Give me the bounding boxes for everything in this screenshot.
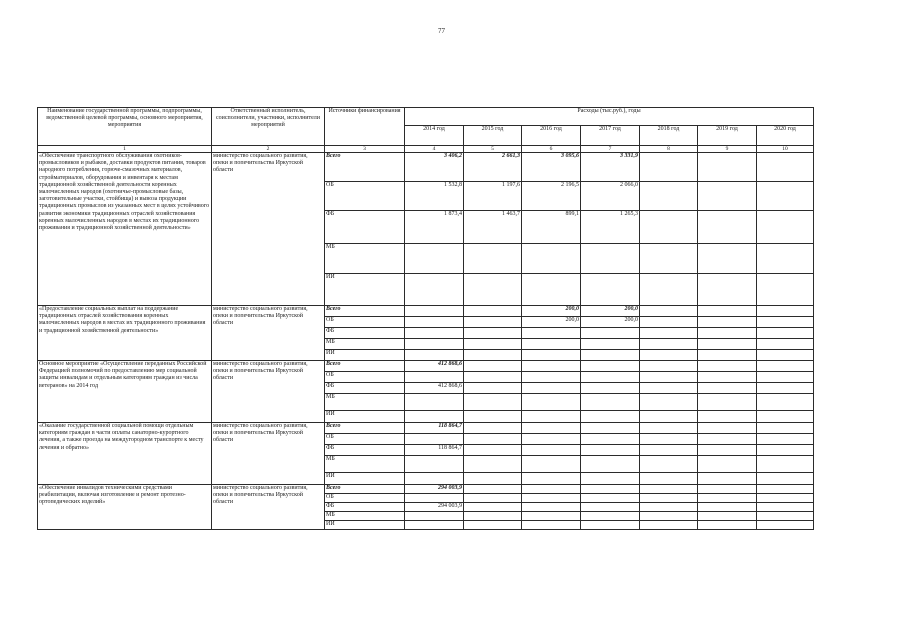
expense-value (757, 473, 814, 485)
expense-value: 1 873,4 (405, 211, 464, 244)
expense-value (405, 328, 464, 339)
program-name: «Обеспечение инвалидов техническими средствами реабилитации, включая изготовление и ремонт протезно-ортопедических изделий» (38, 485, 212, 530)
expense-value (581, 394, 640, 411)
expense-value (522, 423, 581, 434)
expense-value (581, 411, 640, 423)
expense-value (640, 445, 698, 456)
expense-value (522, 434, 581, 445)
expense-value: 200,0 (581, 306, 640, 317)
expense-value (581, 339, 640, 350)
expense-value (757, 306, 814, 317)
expense-value (698, 339, 757, 350)
expense-value (464, 411, 522, 423)
funding-source: МБ (325, 512, 405, 521)
expense-value (405, 339, 464, 350)
expense-value: 1 265,3 (581, 211, 640, 244)
expense-value: 412 868,6 (405, 383, 464, 394)
expense-value (581, 328, 640, 339)
expense-value (757, 456, 814, 473)
header-year: 2017 год (581, 126, 640, 146)
expense-value (405, 350, 464, 361)
expense-value (757, 445, 814, 456)
expense-value (640, 485, 698, 494)
expense-value (405, 521, 464, 530)
expense-value (640, 328, 698, 339)
expense-value (640, 244, 698, 274)
expense-value (522, 512, 581, 521)
expense-value (581, 361, 640, 372)
expense-value (640, 182, 698, 211)
responsible-executor: министерство социального развития, опеки и попечительства Иркутской области (212, 306, 325, 361)
expense-value (698, 394, 757, 411)
expense-value (640, 339, 698, 350)
expense-value (757, 350, 814, 361)
funding-source: Всего (325, 485, 405, 494)
expense-value (464, 521, 522, 530)
column-number: 1 (38, 146, 212, 153)
expense-value: 2 196,5 (522, 182, 581, 211)
expense-value (581, 503, 640, 512)
expense-value (698, 383, 757, 394)
column-number: 3 (325, 146, 405, 153)
expense-value (640, 512, 698, 521)
expense-value (757, 512, 814, 521)
expense-value (698, 350, 757, 361)
expense-value: 118 864,7 (405, 445, 464, 456)
expense-value (698, 244, 757, 274)
funding-source: МБ (325, 339, 405, 350)
expense-value (581, 445, 640, 456)
expense-value (640, 394, 698, 411)
expense-value (464, 473, 522, 485)
expense-value (405, 434, 464, 445)
funding-source: ОБ (325, 182, 405, 211)
expense-value: 899,1 (522, 211, 581, 244)
expense-value: 1 532,8 (405, 182, 464, 211)
expense-value (757, 211, 814, 244)
funding-source: Всего (325, 361, 405, 372)
expense-value (757, 274, 814, 306)
expense-value (581, 456, 640, 473)
expense-value: 1 197,6 (464, 182, 522, 211)
column-number: 5 (464, 146, 522, 153)
expense-value (698, 317, 757, 328)
column-number: 7 (581, 146, 640, 153)
expense-value: 3 406,2 (405, 153, 464, 182)
expense-value (640, 211, 698, 244)
expense-value (581, 274, 640, 306)
expense-value (522, 473, 581, 485)
column-number: 9 (698, 146, 757, 153)
expense-value (405, 317, 464, 328)
expense-value (522, 244, 581, 274)
expense-value: 3 331,9 (581, 153, 640, 182)
header-year: 2015 год (464, 126, 522, 146)
expense-value (464, 317, 522, 328)
expense-value (640, 521, 698, 530)
expense-value (757, 503, 814, 512)
funding-source: ИИ (325, 521, 405, 530)
expense-value (464, 244, 522, 274)
funding-source: ФБ (325, 503, 405, 512)
expense-value (757, 244, 814, 274)
expense-value (698, 521, 757, 530)
funding-source: ОБ (325, 434, 405, 445)
expense-value (581, 383, 640, 394)
expense-value (698, 372, 757, 383)
expense-value (698, 306, 757, 317)
expense-value (757, 328, 814, 339)
expense-value (581, 423, 640, 434)
expense-value (522, 521, 581, 530)
expense-value: 412 868,6 (405, 361, 464, 372)
expense-value (698, 153, 757, 182)
expense-value (522, 394, 581, 411)
program-name: Основное мероприятие «Осуществление переданных Российской Федерацией полномочий по предоставлению мер социальной защиты инвалидам и отдельным категориям граждан из числа ветеранов» на 2014 год (38, 361, 212, 423)
expense-value (464, 485, 522, 494)
funding-source: ОБ (325, 494, 405, 503)
expense-value (640, 411, 698, 423)
expense-value (757, 372, 814, 383)
expense-value (757, 361, 814, 372)
expense-value (757, 383, 814, 394)
header-year: 2019 год (698, 126, 757, 146)
expense-value (405, 411, 464, 423)
expense-value (757, 182, 814, 211)
header-year: 2016 год (522, 126, 581, 146)
expense-value (698, 182, 757, 211)
header-name: Наименование государственной программы, подпрограммы, ведомственной целевой программы, основного мероприятия, мероприятия (38, 108, 212, 146)
expense-value (757, 485, 814, 494)
expense-value (698, 361, 757, 372)
expense-value: 200,0 (522, 306, 581, 317)
funding-source: ИИ (325, 473, 405, 485)
expense-value (640, 456, 698, 473)
expense-value (640, 434, 698, 445)
expense-value (698, 512, 757, 521)
expense-value (698, 274, 757, 306)
expense-value (757, 411, 814, 423)
expense-value (640, 503, 698, 512)
column-number: 2 (212, 146, 325, 153)
responsible-executor: министерство социального развития, опеки и попечительства Иркутской области (212, 361, 325, 423)
expense-value (464, 350, 522, 361)
expense-value (757, 317, 814, 328)
funding-source: ФБ (325, 328, 405, 339)
expense-value (405, 372, 464, 383)
expense-value (464, 274, 522, 306)
column-number: 8 (640, 146, 698, 153)
expense-value (522, 350, 581, 361)
responsible-executor: министерство социального развития, опеки и попечительства Иркутской области (212, 485, 325, 530)
column-number: 10 (757, 146, 814, 153)
expense-value (405, 394, 464, 411)
header-year: 2020 год (757, 126, 814, 146)
expense-value (464, 512, 522, 521)
expense-value (522, 372, 581, 383)
expense-value (640, 153, 698, 182)
expense-value (405, 306, 464, 317)
expense-value (405, 274, 464, 306)
expense-value (522, 328, 581, 339)
expense-value (698, 494, 757, 503)
header-responsible: Ответственный исполнитель, соисполнители, участники, исполнители мероприятий (212, 108, 325, 146)
expense-value (464, 394, 522, 411)
expense-value (698, 485, 757, 494)
expense-value (522, 456, 581, 473)
expense-value (405, 512, 464, 521)
funding-source: ИИ (325, 274, 405, 306)
header-year: 2018 год (640, 126, 698, 146)
expense-value (522, 445, 581, 456)
expense-value: 1 463,7 (464, 211, 522, 244)
expense-value: 2 661,3 (464, 153, 522, 182)
funding-source: ФБ (325, 383, 405, 394)
funding-source: Всего (325, 306, 405, 317)
funding-source: ФБ (325, 445, 405, 456)
expense-value (464, 456, 522, 473)
expense-value (757, 339, 814, 350)
expense-value (757, 521, 814, 530)
expense-value (464, 423, 522, 434)
expense-value (464, 503, 522, 512)
expense-value (522, 494, 581, 503)
expense-value (464, 361, 522, 372)
expense-value: 118 864,7 (405, 423, 464, 434)
expense-value (405, 473, 464, 485)
expense-value (581, 244, 640, 274)
expense-value (640, 494, 698, 503)
header-expenses: Расходы (тыс.руб.), годы (405, 108, 814, 126)
expense-value: 200,0 (522, 317, 581, 328)
expense-value (698, 328, 757, 339)
header-source: Источники финансирования (325, 108, 405, 146)
expense-value (698, 423, 757, 434)
expense-value (698, 503, 757, 512)
funding-source: ИИ (325, 411, 405, 423)
expense-value (522, 485, 581, 494)
page-number: 77 (438, 27, 445, 35)
column-number: 6 (522, 146, 581, 153)
expense-value (581, 372, 640, 383)
header-year: 2014 год (405, 126, 464, 146)
funding-source: МБ (325, 244, 405, 274)
responsible-executor: министерство социального развития, опеки и попечительства Иркутской области (212, 423, 325, 485)
expense-value (757, 434, 814, 445)
expense-value (464, 494, 522, 503)
program-name: «Обеспечение транспортного обслуживания охотников-промысловиков и рыбаков, доставки продуктов питания, товаров народного потребления, горюче-смазочных материалов, стройматериалов, оборудования и инвентаря к местам традиционной хозяйственной деятельности коренных малочисленных народов (охотничье-промысловые базы, заготовительные участки, стойбища) и вывоза продукции традиционных промыслов из указанных мест в целях устойчивого развития экономики традиционных отраслей хозяйствования коренных малочисленных народов в местах их традиционного проживания и традиционной хозяйственной деятельности» (38, 153, 212, 306)
expense-value (464, 339, 522, 350)
expense-value (464, 445, 522, 456)
expense-value (581, 350, 640, 361)
expense-value (464, 306, 522, 317)
expense-value (581, 512, 640, 521)
funding-source: МБ (325, 456, 405, 473)
expense-value (698, 211, 757, 244)
expense-value (640, 350, 698, 361)
expense-value (522, 503, 581, 512)
expense-value (464, 383, 522, 394)
expense-value (640, 473, 698, 485)
expense-value: 2 066,0 (581, 182, 640, 211)
expense-value (405, 456, 464, 473)
expenses-table (37, 107, 814, 530)
expense-value (640, 383, 698, 394)
expense-value (640, 274, 698, 306)
expense-value (522, 411, 581, 423)
funding-source: ОБ (325, 317, 405, 328)
expense-value (757, 494, 814, 503)
expense-value (405, 244, 464, 274)
expense-value (640, 361, 698, 372)
responsible-executor: министерство социального развития, опеки и попечительства Иркутской области (212, 153, 325, 306)
expense-value (698, 411, 757, 423)
expense-value (522, 274, 581, 306)
expense-value (640, 317, 698, 328)
expense-value (581, 494, 640, 503)
expense-value (464, 328, 522, 339)
expense-value (640, 372, 698, 383)
expense-value (757, 423, 814, 434)
expense-value (464, 434, 522, 445)
expense-value (757, 153, 814, 182)
funding-source: ИИ (325, 350, 405, 361)
expense-value: 200,0 (581, 317, 640, 328)
expense-value (522, 383, 581, 394)
expense-value (464, 372, 522, 383)
expense-value (581, 521, 640, 530)
expense-value (698, 434, 757, 445)
expense-value (581, 485, 640, 494)
expense-value: 294 003,9 (405, 485, 464, 494)
expense-value (640, 306, 698, 317)
expense-value (757, 394, 814, 411)
funding-source: МБ (325, 394, 405, 411)
funding-source: Всего (325, 423, 405, 434)
expense-value (405, 494, 464, 503)
expense-value (698, 445, 757, 456)
expense-value (522, 339, 581, 350)
program-name: «Оказание государственной социальной помощи отдельным категориям граждан в части оплаты санаторно-курортного лечения, а также проезда на междугородном транспорте к месту лечения и обратно» (38, 423, 212, 485)
expense-value (640, 423, 698, 434)
funding-source: Всего (325, 153, 405, 182)
expense-value (581, 434, 640, 445)
funding-source: ФБ (325, 211, 405, 244)
expense-value: 3 095,6 (522, 153, 581, 182)
expense-value: 294 003,9 (405, 503, 464, 512)
expense-value (698, 456, 757, 473)
funding-source: ОБ (325, 372, 405, 383)
expense-value (522, 361, 581, 372)
program-name: «Предоставление социальных выплат на поддержание традиционных отраслей хозяйствования коренных малочисленных народов в местах их традиционного проживания и традиционной хозяйственной деятельности» (38, 306, 212, 361)
column-number: 4 (405, 146, 464, 153)
expense-value (581, 473, 640, 485)
expense-value (698, 473, 757, 485)
